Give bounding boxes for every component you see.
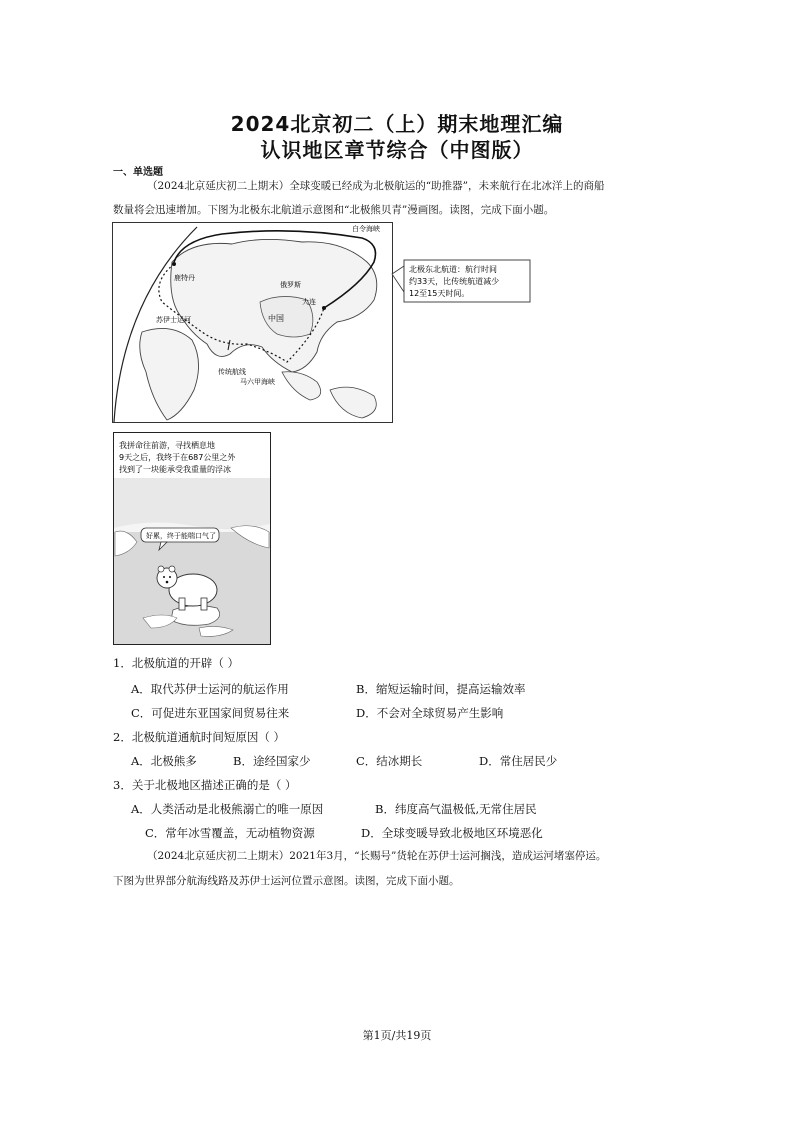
- label-russia: 俄罗斯: [280, 281, 301, 289]
- question-2-option-a: A．北极熊多: [131, 754, 197, 768]
- callout-line1: 北极东北航道：航行时间: [409, 265, 497, 274]
- speech-bubble-text: 好累，终于能喘口气了: [146, 532, 216, 540]
- callout-line3: 12至15天时间。: [409, 289, 470, 298]
- label-suez: 苏伊士运河: [156, 316, 191, 324]
- question-1-option-d: D．不会对全球贸易产生影响: [356, 706, 504, 720]
- comic-caption-line3: 找到了一块能承受我重量的浮冰: [119, 465, 231, 474]
- question-3-option-b: B．纬度高气温极低,无常住居民: [375, 802, 537, 816]
- question-1-option-a: A．取代苏伊士运河的航运作用: [131, 682, 289, 696]
- question-3-option-d: D．全球变暖导致北极地区环境恶化: [361, 826, 543, 840]
- page-subtitle: 认识地区章节综合（中图版）: [260, 138, 534, 162]
- passage2-line1: （2024北京延庆初二上期末）2021年3月，“长赐号”货轮在苏伊士运河搁浅，造成运河堵塞停运。: [147, 850, 607, 862]
- label-malacca: 马六甲海峡: [240, 378, 275, 386]
- question-1-option-c: C．可促进东亚国家间贸易往来: [131, 706, 290, 720]
- label-dalian: 大连: [302, 298, 316, 306]
- polar-bear-comic: [113, 432, 271, 645]
- question-1-stem: 1．北极航道的开辟（ ）: [113, 656, 239, 670]
- question-2-stem: 2．北极航道通航时间短原因（ ）: [113, 730, 285, 744]
- section-heading: 一、单选题: [113, 167, 163, 178]
- passage1-line1: （2024北京延庆初二上期末）全球变暖已经成为北极航运的“助推器”，未来航行在北冰洋上的商船: [147, 180, 605, 192]
- question-3-option-a: A．人类活动是北极熊溺亡的唯一原因: [131, 802, 324, 816]
- passage2-line2: 下图为世界部分航海线路及苏伊士运河位置示意图。读图，完成下面小题。: [113, 875, 460, 887]
- question-2-option-b: B．途经国家少: [233, 754, 311, 768]
- page-title: 2024北京初二（上）期末地理汇编: [230, 112, 564, 136]
- arctic-route-map: [112, 222, 532, 424]
- comic-caption-line2: 9天之后，我终于在687公里之外: [119, 453, 236, 462]
- question-2-option-d: D．常住居民少: [479, 754, 558, 768]
- callout-line2: 约33天，比传统航道减少: [409, 277, 500, 286]
- question-3-option-c: C．常年冰雪覆盖，无动植物资源: [145, 826, 315, 840]
- label-traditional-route: 传统航线: [218, 368, 246, 376]
- comic-caption-line1: 我拼命往前游，寻找栖息地: [119, 441, 215, 450]
- label-rotterdam: 鹿特丹: [174, 274, 195, 282]
- passage1-line2: 数量将会迅速增加。下图为北极东北航道示意图和“北极熊贝青”漫画图。读图，完成下面小题。: [113, 204, 555, 216]
- question-2-option-c: C．结冰期长: [356, 754, 423, 768]
- label-bering: 白令海峡: [352, 225, 380, 233]
- question-3-stem: 3．关于北极地区描述正确的是（ ）: [113, 778, 297, 792]
- label-china: 中国: [268, 314, 284, 323]
- page-number: 第1页/共19页: [362, 1029, 432, 1042]
- question-1-option-b: B．缩短运输时间，提高运输效率: [356, 682, 526, 696]
